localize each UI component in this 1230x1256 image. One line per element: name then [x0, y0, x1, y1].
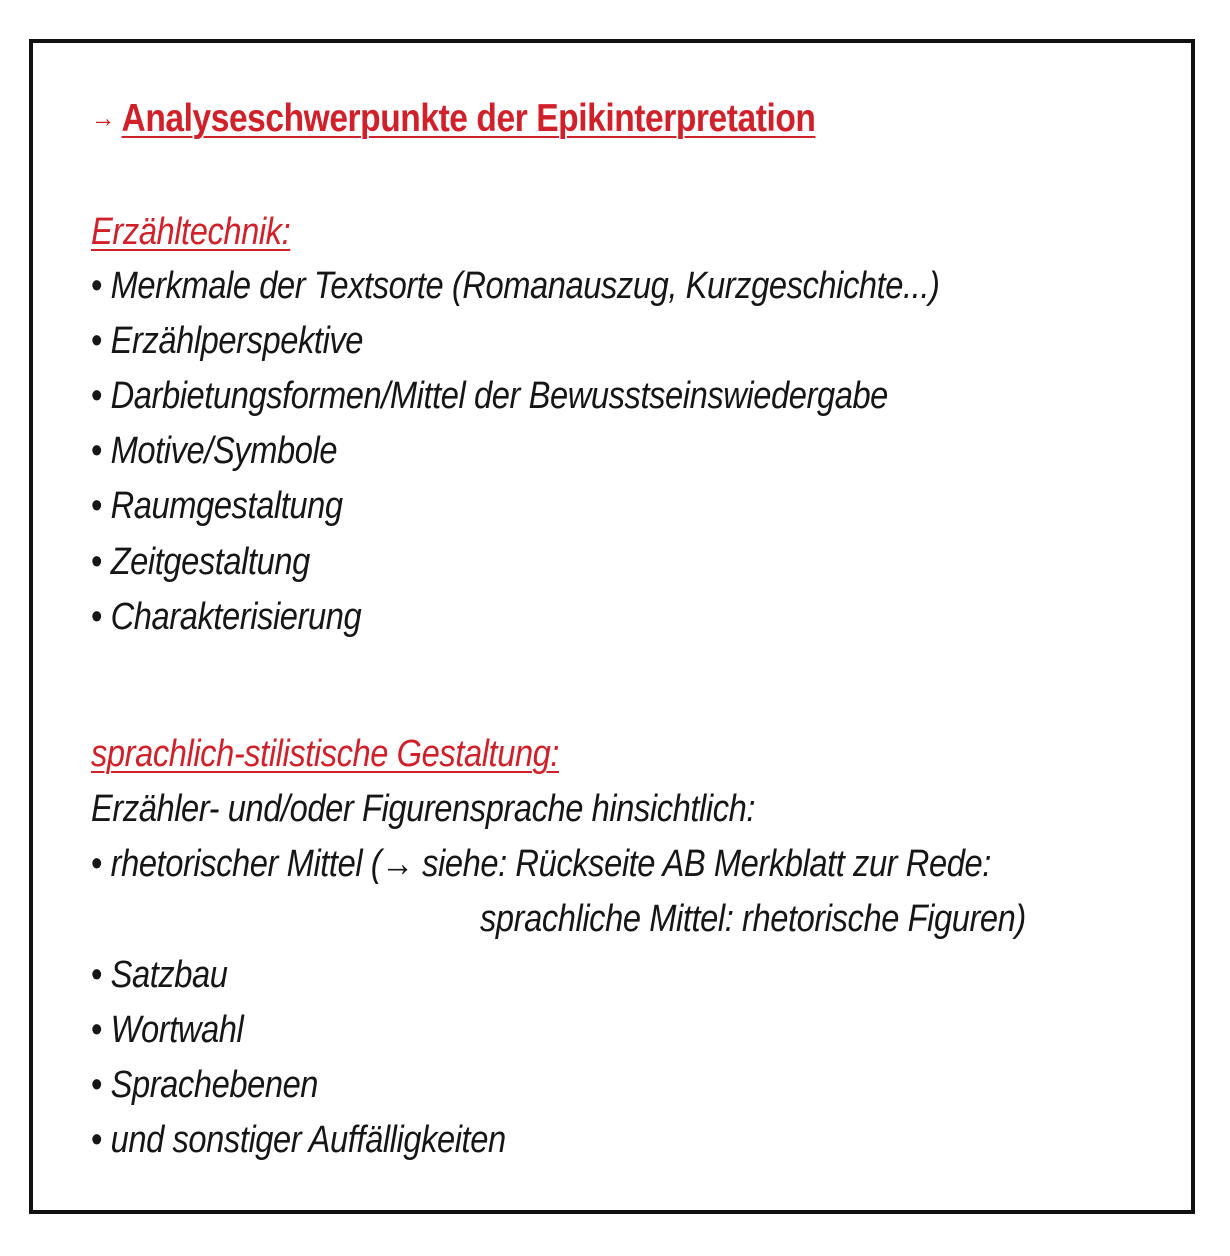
- bullet-icon: •: [91, 430, 103, 472]
- bullet-icon: •: [91, 485, 103, 527]
- list-item: • Charakterisierung: [91, 596, 362, 638]
- list-item: • Merkmale der Textsorte (Romanauszug, Kurzgeschichte...): [91, 265, 940, 307]
- bullet-icon: •: [91, 954, 103, 996]
- page-title: [91, 97, 815, 141]
- list-item: • Motive/Symbole: [91, 430, 338, 472]
- list-item: • Satzbau: [91, 954, 228, 996]
- list-item: • rhetorischer Mittel (→ siehe: Rückseite AB Merkblatt zur Rede:: [91, 843, 991, 885]
- bullet-icon: •: [91, 320, 103, 362]
- list-item: • Sprachebenen: [91, 1064, 319, 1106]
- bullet-icon: •: [91, 375, 103, 417]
- list-item: • Zeitgestaltung: [91, 541, 310, 583]
- list-item: • Raumgestaltung: [91, 485, 343, 527]
- section-heading-sprachlich-stilistisch: sprachlich-stilistische Gestaltung:: [91, 733, 560, 775]
- bullet-icon: •: [91, 265, 103, 307]
- section-intro: Erzähler- und/oder Figurensprache hinsichtlich:: [91, 788, 756, 830]
- bullet-icon: •: [91, 596, 103, 638]
- list-item: • und sonstiger Auffälligkeiten: [91, 1119, 506, 1161]
- bullet-icon: •: [91, 541, 103, 583]
- title-text: Analyseschwerpunkte der Epikinterpretation: [121, 97, 816, 140]
- bullet-icon: •: [91, 1119, 103, 1161]
- arrow-right-icon: →: [91, 102, 115, 133]
- bullet-icon: •: [91, 843, 103, 885]
- list-item: • Wortwahl: [91, 1009, 244, 1051]
- list-item: • Erzählperspektive: [91, 320, 364, 362]
- list-item-continuation: sprachliche Mittel: rhetorische Figuren): [480, 898, 1026, 940]
- bullet-icon: •: [91, 1064, 103, 1106]
- section-heading-erzaehltechnik: Erzähltechnik:: [91, 211, 291, 253]
- bullet-icon: •: [91, 1009, 103, 1051]
- list-item: • Darbietungsformen/Mittel der Bewusstseinswiedergabe: [91, 375, 888, 417]
